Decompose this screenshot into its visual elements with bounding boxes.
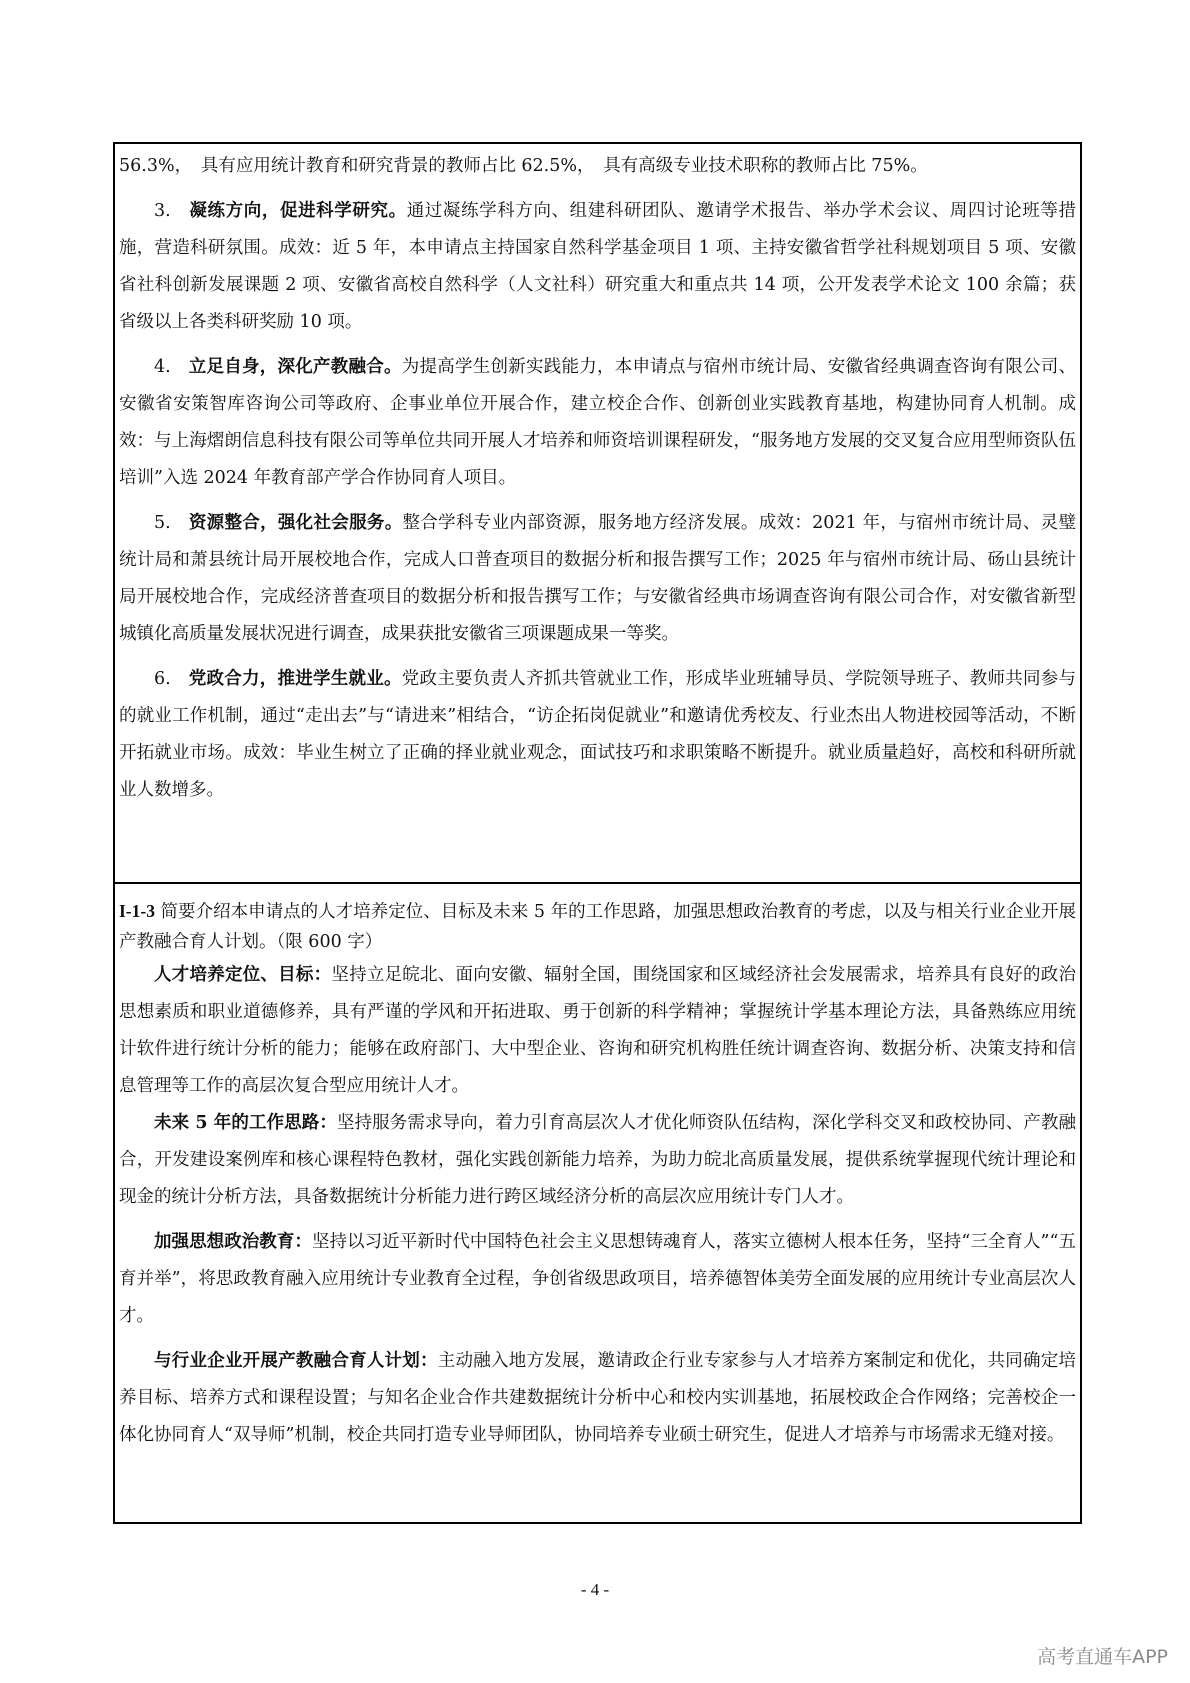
item-number: 4. bbox=[154, 357, 189, 377]
paragraph-plan bbox=[119, 1105, 1076, 1216]
question-heading bbox=[119, 896, 1076, 957]
question-number: I-1-3 bbox=[119, 901, 155, 921]
watermark: 高考直通车APP bbox=[1037, 1646, 1168, 1668]
page-number: - 4 - bbox=[580, 1580, 610, 1599]
item-number: 3. bbox=[154, 201, 190, 221]
item-title: 立足自身，深化产教融合。 bbox=[188, 357, 402, 377]
item-text: 党政主要负责人齐抓共管就业工作，形成毕业班辅导员、学院领导班子、教师共同参与的就业工作机制，通过“走出去”与“请进来”相结合，“访企拓岗促就业”和邀请优秀校友、行业杰出人物进校园等活动，不断开拓就业市场。成效：毕业生树立了正确的择业就业观念，面试技巧和求职策略不断提升。就业质量趋好，高校和科研所就业人数增多。 bbox=[119, 669, 1076, 800]
content-table-frame bbox=[113, 142, 1082, 1524]
paragraph-industry-plan bbox=[119, 1343, 1076, 1454]
item-title: 资源整合，强化社会服务。 bbox=[188, 513, 403, 533]
paragraph-item-6 bbox=[119, 661, 1076, 809]
item-text: 整合学科专业内部资源，服务地方经济发展。成效：2021 年，与宿州市统计局、灵璧统计局和萧县统计局开展校地合作，完成人口普查项目的数据分析和报告撰写工作；2025 年与宿州市统计局、砀山县统计局开展校地合作，完成经济普查项目的数据分析和报告撰写工作；与安徽省经典市场调查咨询有限公司合作，对安徽省新型城镇化高质量发展状况进行调查，成果获批安徽省三项课题成果一等奖。 bbox=[119, 513, 1076, 644]
paragraph-title: 人才培养定位、目标： bbox=[154, 965, 332, 985]
paragraph-title: 与行业企业开展产教融合育人计划： bbox=[154, 1351, 438, 1371]
paragraph-text: 坚持以习近平新时代中国特色社会主义思想铸魂育人，落实立德树人根本任务，坚持“三全育人”“五育并举”，将思政教育融入应用统计专业教育全过程，争创省级思政项目，培养德智体美劳全面发展的应用统计专业高层次人才。 bbox=[119, 1232, 1077, 1326]
item-text: 通过凝练学科方向、组建科研团队、邀请学术报告、举办学术会议、周四讨论班等措施，营造科研氛围。成效：近 5 年，本申请点主持国家自然科学基金项目 1 项、主持安徽省哲学社科规划项目 5 项、安徽省社科创新发展课题 2 项、安徽省高校自然科学（人文社科）研究重大和重点共 14 项，公开发表学术论文 100 余篇；获省级以上各类科研奖励 10 项。 bbox=[119, 201, 1077, 332]
section-divider bbox=[115, 882, 1080, 884]
paragraph-ideology bbox=[119, 1224, 1076, 1335]
paragraph-title: 加强思想政治教育： bbox=[154, 1232, 312, 1252]
section-previous-content bbox=[119, 148, 1076, 809]
paragraph-text: 坚持立足皖北、面向安徽、辐射全国，围绕国家和区域经济社会发展需求，培养具有良好的政治思想素质和职业道德修养，具有严谨的学风和开拓进取、勇于创新的科学精神；掌握统计学基本理论方法，具备熟练应用统计软件进行统计分析的能力；能够在政府部门、大中型企业、咨询和研究机构胜任统计调查咨询、数据分析、决策支持和信息管理等工作的高层次复合型应用统计人才。 bbox=[119, 965, 1077, 1096]
paragraph-item-5 bbox=[119, 505, 1076, 653]
paragraph-item-4 bbox=[119, 349, 1076, 497]
section-i-1-3 bbox=[119, 896, 1076, 1454]
paragraph-title: 未来 5 年的工作思路： bbox=[154, 1113, 337, 1133]
item-number: 5. bbox=[154, 513, 189, 533]
continued-paragraph: 56.3%， 具有应用统计教育和研究背景的教师占比 62.5%， 具有高级专业技术职称的教师占比 75%。 bbox=[119, 156, 928, 176]
paragraph-positioning bbox=[119, 957, 1076, 1105]
paragraph-text: 主动融入地方发展，邀请政企行业专家参与人才培养方案制定和优化，共同确定培养目标、培养方式和课程设置；与知名企业合作共建数据统计分析中心和校内实训基地，拓展校政企合作网络；完善校企一体化协同育人“双导师”机制，校企共同打造专业导师团队，协同培养专业硕士研究生，促进人才培养与市场需求无缝对接。 bbox=[119, 1351, 1076, 1445]
paragraph-text: 坚持服务需求导向，着力引育高层次人才优化师资队伍结构，深化学科交叉和政校协同、产教融合，开发建设案例库和核心课程特色教材，强化实践创新能力培养，为助力皖北高质量发展，提供系统掌握现代统计理论和现金的统计分析方法，具备数据统计分析能力进行跨区域经济分析的高层次应用统计专门人才。 bbox=[119, 1113, 1076, 1207]
paragraph-item-3 bbox=[119, 193, 1076, 341]
item-title: 凝练方向，促进科学研究。 bbox=[189, 201, 407, 221]
item-text: 为提高学生创新实践能力，本申请点与宿州市统计局、安徽省经典调查咨询有限公司、安徽省安策智库咨询公司等政府、企事业单位开展合作，建立校企合作、创新创业实践教育基地，构建协同育人机制。成效：与上海熠朗信息科技有限公司等单位共同开展人才培养和师资培训课程研发，“服务地方发展的交叉复合应用型师资队伍培训”入选 2024 年教育部产学合作协同育人项目。 bbox=[119, 357, 1076, 488]
question-text: 简要介绍本申请点的人才培养定位、目标及未来 5 年的工作思路，加强思想政治教育的考虑，以及与相关行业企业开展产教融合育人计划。（限 600 字） bbox=[119, 902, 1076, 952]
item-title: 党政合力，推进学生就业。 bbox=[188, 669, 402, 689]
item-number: 6. bbox=[154, 669, 189, 689]
